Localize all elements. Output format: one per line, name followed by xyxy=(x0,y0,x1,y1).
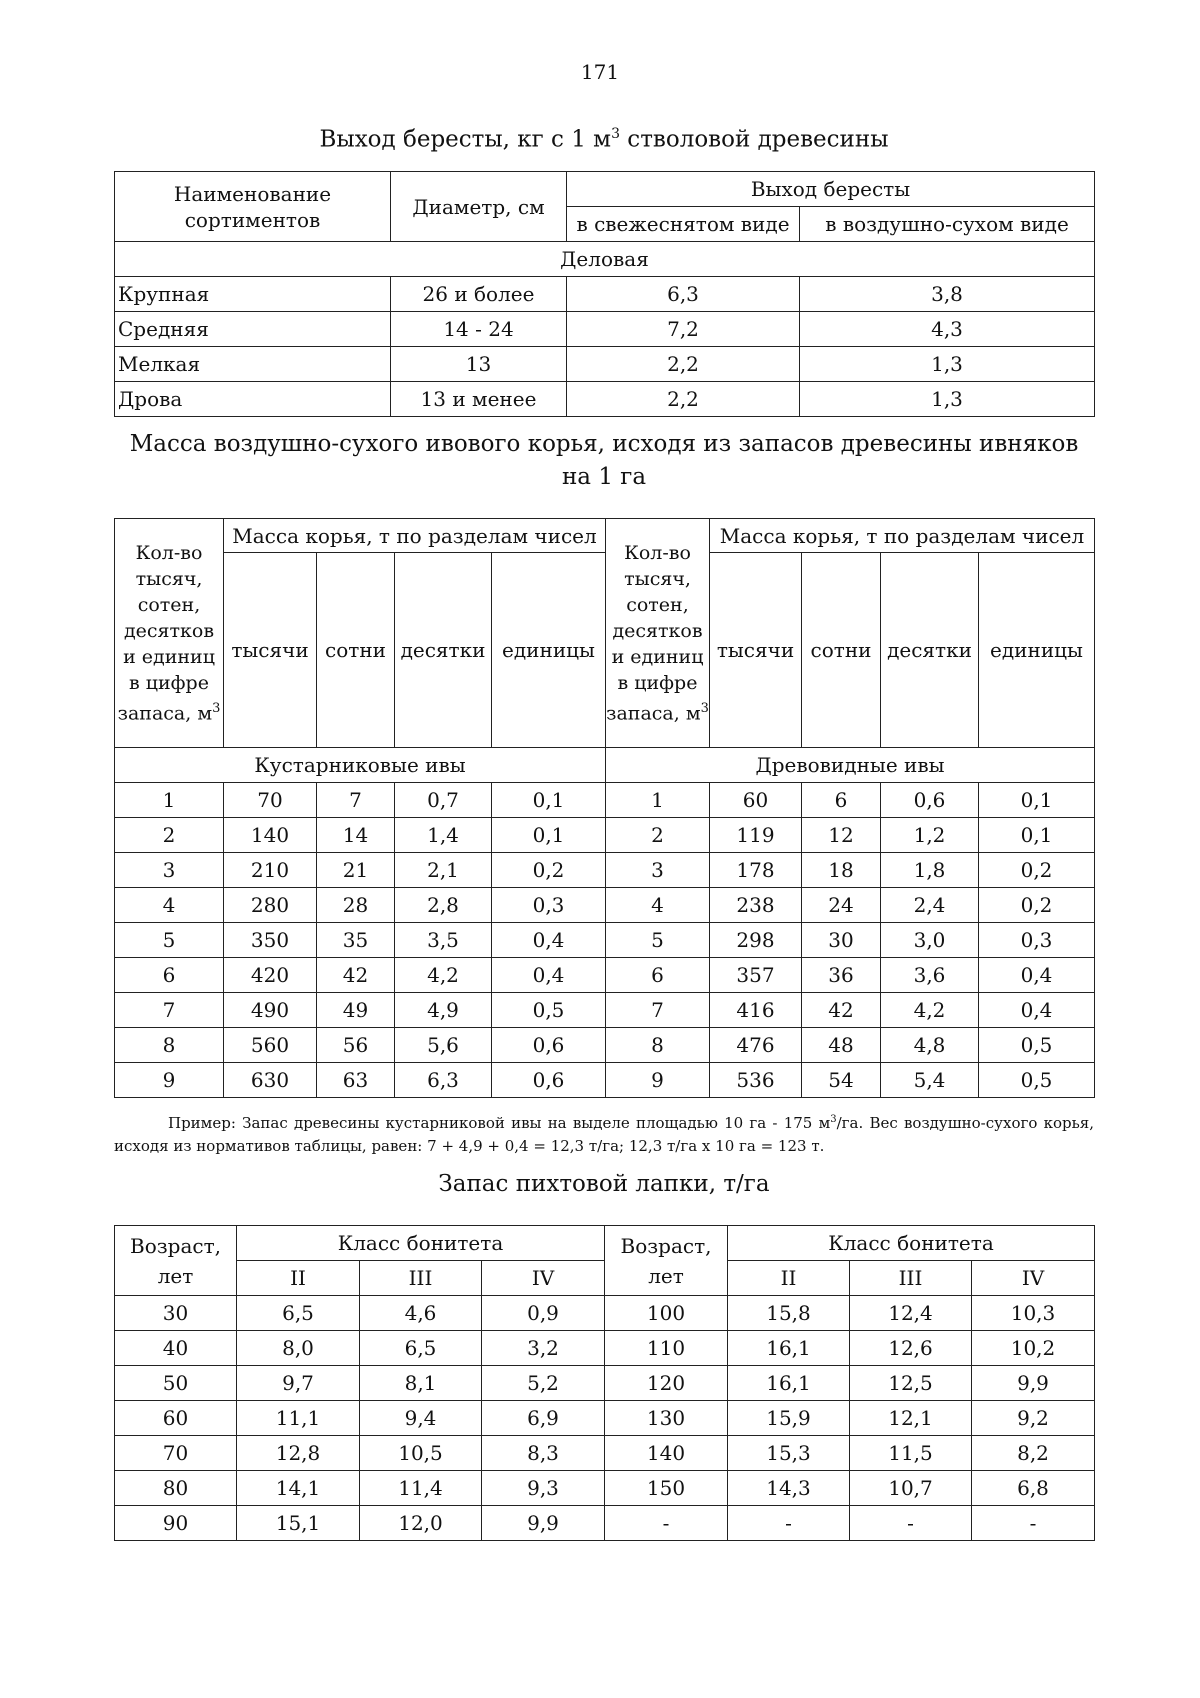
cell: 490 xyxy=(224,993,317,1028)
section-tree-willows: Древовидные ивы xyxy=(606,748,1095,783)
willow-bark-mass-table xyxy=(114,518,1095,1098)
table-row xyxy=(115,1331,1095,1366)
header-hundreds: сотни xyxy=(317,553,395,748)
cell: 9,9 xyxy=(482,1506,605,1541)
cell: 0,1 xyxy=(492,783,606,818)
cell: 1 xyxy=(606,783,710,818)
cell: 2,1 xyxy=(395,853,492,888)
cell: 476 xyxy=(710,1028,802,1063)
table-row xyxy=(115,783,1095,818)
section-shrub-willows: Кустарниковые ивы xyxy=(115,748,606,783)
table-row xyxy=(115,347,1095,382)
cell: 119 xyxy=(710,818,802,853)
table-row xyxy=(115,958,1095,993)
cell: 0,3 xyxy=(492,888,606,923)
cell: 1,2 xyxy=(881,818,979,853)
cell: 6 xyxy=(115,958,224,993)
cell: 416 xyxy=(710,993,802,1028)
cell: 36 xyxy=(802,958,881,993)
cell: 280 xyxy=(224,888,317,923)
cell: 6,3 xyxy=(567,277,800,312)
cell: 9,3 xyxy=(482,1471,605,1506)
cell: 0,1 xyxy=(492,818,606,853)
table-row xyxy=(115,382,1095,417)
cell: 14 xyxy=(317,818,395,853)
cell: 536 xyxy=(710,1063,802,1098)
cell: 1,3 xyxy=(800,382,1095,417)
cell: 2,2 xyxy=(567,347,800,382)
header-qty-right-text: Кол-во тысяч, сотен, десятков и единиц в цифре запаса, м xyxy=(606,541,704,725)
cell: 54 xyxy=(802,1063,881,1098)
table1-title-text: Выход бересты, кг с 1 м xyxy=(319,126,612,153)
cell: 16,1 xyxy=(728,1331,850,1366)
cell: 10,7 xyxy=(850,1471,972,1506)
cell: 5,6 xyxy=(395,1028,492,1063)
cell: 8,2 xyxy=(972,1436,1095,1471)
cell: 9 xyxy=(115,1063,224,1098)
table3-title: Запас пихтовой лапки, т/га xyxy=(438,1171,770,1197)
table-row xyxy=(115,993,1095,1028)
cell: 10,3 xyxy=(972,1296,1095,1331)
cell: 56 xyxy=(317,1028,395,1063)
cell: 420 xyxy=(224,958,317,993)
cell: 0,2 xyxy=(979,888,1095,923)
cell: 4,3 xyxy=(800,312,1095,347)
header-thousands: тысячи xyxy=(710,553,802,748)
cell: 0,9 xyxy=(482,1296,605,1331)
cell: 13 и менее xyxy=(391,382,567,417)
cell: - xyxy=(728,1506,850,1541)
cell: 1,8 xyxy=(881,853,979,888)
cell: 12 xyxy=(802,818,881,853)
cell: 130 xyxy=(605,1401,728,1436)
cell: 48 xyxy=(802,1028,881,1063)
header-yield: Выход бересты xyxy=(567,172,1095,207)
cell: Мелкая xyxy=(115,347,391,382)
cell: Средняя xyxy=(115,312,391,347)
cell: 30 xyxy=(802,923,881,958)
cell: 9,4 xyxy=(360,1401,482,1436)
cell: 60 xyxy=(115,1401,237,1436)
cell: 15,3 xyxy=(728,1436,850,1471)
cell: 15,1 xyxy=(237,1506,360,1541)
note-sup: 3 xyxy=(830,1114,837,1125)
cell: 13 xyxy=(391,347,567,382)
cell: 3 xyxy=(115,853,224,888)
cell: 4 xyxy=(115,888,224,923)
header-class-iii: III xyxy=(850,1261,972,1296)
willow-table-body xyxy=(115,783,1095,1098)
cell: 0,4 xyxy=(979,958,1095,993)
cell: 12,4 xyxy=(850,1296,972,1331)
cell: 90 xyxy=(115,1506,237,1541)
cell: 3,0 xyxy=(881,923,979,958)
cell: 0,6 xyxy=(492,1063,606,1098)
header-qty-right xyxy=(606,519,710,748)
cell: 0,7 xyxy=(395,783,492,818)
cell: 4,2 xyxy=(881,993,979,1028)
cell: 7 xyxy=(115,993,224,1028)
cell: 120 xyxy=(605,1366,728,1401)
header-class-ii: II xyxy=(728,1261,850,1296)
header-tens: десятки xyxy=(881,553,979,748)
table-row xyxy=(115,923,1095,958)
cell: 150 xyxy=(605,1471,728,1506)
header-assortment: Наименование сортиментов xyxy=(115,172,391,242)
cell: 2,4 xyxy=(881,888,979,923)
header-qty-left xyxy=(115,519,224,748)
header-hundreds: сотни xyxy=(802,553,881,748)
cell: 0,2 xyxy=(979,853,1095,888)
cell: 12,1 xyxy=(850,1401,972,1436)
cell: 12,0 xyxy=(360,1506,482,1541)
table-row xyxy=(115,888,1095,923)
section-business-wood: Деловая xyxy=(115,242,1095,277)
cell: 26 и более xyxy=(391,277,567,312)
cell: 5 xyxy=(606,923,710,958)
header-units: единицы xyxy=(492,553,606,748)
header-fresh: в свежеснятом виде xyxy=(567,207,800,242)
cell: 12,6 xyxy=(850,1331,972,1366)
cell: 6,9 xyxy=(482,1401,605,1436)
table2-title: Масса воздушно-сухого ивового корья, исходя из запасов древесины ивняков на 1 га xyxy=(129,431,1079,490)
cell: 238 xyxy=(710,888,802,923)
table-row xyxy=(115,277,1095,312)
cell: 24 xyxy=(802,888,881,923)
table-row xyxy=(115,1366,1095,1401)
table-row xyxy=(115,312,1095,347)
cell: 14,3 xyxy=(728,1471,850,1506)
cell: 4,9 xyxy=(395,993,492,1028)
cell: 12,5 xyxy=(850,1366,972,1401)
cell: 110 xyxy=(605,1331,728,1366)
cell: 4 xyxy=(606,888,710,923)
cell: 21 xyxy=(317,853,395,888)
cell: 0,2 xyxy=(492,853,606,888)
cell: Крупная xyxy=(115,277,391,312)
header-mass-left: Масса корья, т по разделам чисел xyxy=(224,519,606,553)
cell: 3,2 xyxy=(482,1331,605,1366)
fir-twigs-table xyxy=(114,1225,1095,1541)
cell: 18 xyxy=(802,853,881,888)
page-number: 171 xyxy=(580,60,620,84)
cell: 42 xyxy=(317,958,395,993)
table-row xyxy=(115,1506,1095,1541)
cell: 6,3 xyxy=(395,1063,492,1098)
header-class-iii: III xyxy=(360,1261,482,1296)
cell: 0,4 xyxy=(492,958,606,993)
header-tens: десятки xyxy=(395,553,492,748)
table1-title xyxy=(114,118,1094,157)
cell: - xyxy=(850,1506,972,1541)
cell: 12,8 xyxy=(237,1436,360,1471)
cell: 50 xyxy=(115,1366,237,1401)
cell: 11,5 xyxy=(850,1436,972,1471)
table-row xyxy=(115,1063,1095,1098)
table-row xyxy=(115,1296,1095,1331)
header-qty-right-sup: 3 xyxy=(700,700,709,716)
table-row xyxy=(115,853,1095,888)
cell: 210 xyxy=(224,853,317,888)
header-thousands: тысячи xyxy=(224,553,317,748)
cell: 28 xyxy=(317,888,395,923)
cell: 15,8 xyxy=(728,1296,850,1331)
cell: 140 xyxy=(605,1436,728,1471)
cell: 8,0 xyxy=(237,1331,360,1366)
cell: - xyxy=(605,1506,728,1541)
cell: 10,5 xyxy=(360,1436,482,1471)
cell: 560 xyxy=(224,1028,317,1063)
cell: 2 xyxy=(606,818,710,853)
cell: 11,4 xyxy=(360,1471,482,1506)
cell: 70 xyxy=(224,783,317,818)
cell: 2 xyxy=(115,818,224,853)
cell: 40 xyxy=(115,1331,237,1366)
table1-title-text-2: стволовой древесины xyxy=(620,126,889,153)
table-row xyxy=(115,1028,1095,1063)
cell: 630 xyxy=(224,1063,317,1098)
cell: 30 xyxy=(115,1296,237,1331)
cell: 5,2 xyxy=(482,1366,605,1401)
cell: 63 xyxy=(317,1063,395,1098)
cell: 5,4 xyxy=(881,1063,979,1098)
cell: 6 xyxy=(802,783,881,818)
cell: 9,7 xyxy=(237,1366,360,1401)
header-qty-left-sup: 3 xyxy=(212,700,221,716)
cell: 4,2 xyxy=(395,958,492,993)
cell: 1,3 xyxy=(800,347,1095,382)
cell: 4,8 xyxy=(881,1028,979,1063)
cell: 10,2 xyxy=(972,1331,1095,1366)
cell: 14 - 24 xyxy=(391,312,567,347)
table-row xyxy=(115,818,1095,853)
cell: 3,8 xyxy=(800,277,1095,312)
table-row xyxy=(115,1401,1095,1436)
cell: 15,9 xyxy=(728,1401,850,1436)
cell: 1,4 xyxy=(395,818,492,853)
cell: 11,1 xyxy=(237,1401,360,1436)
note-text: Пример: Запас древесины кустарниковой ивы на выделе площадью 10 га - 175 м xyxy=(168,1114,831,1132)
table1-title-sup: 3 xyxy=(611,126,620,142)
header-age-right: Возраст, лет xyxy=(605,1226,728,1296)
cell: 100 xyxy=(605,1296,728,1331)
cell: 8 xyxy=(606,1028,710,1063)
header-class-right: Класс бонитета xyxy=(728,1226,1095,1261)
cell: 0,4 xyxy=(979,993,1095,1028)
cell: 0,6 xyxy=(492,1028,606,1063)
cell: 70 xyxy=(115,1436,237,1471)
cell: 4,6 xyxy=(360,1296,482,1331)
cell: 14,1 xyxy=(237,1471,360,1506)
cell: 0,5 xyxy=(979,1063,1095,1098)
cell: 9,9 xyxy=(972,1366,1095,1401)
header-qty-left-text: Кол-во тысяч, сотен, десятков и единиц в цифре запаса, м xyxy=(117,541,215,725)
cell: 3 xyxy=(606,853,710,888)
cell: 0,3 xyxy=(979,923,1095,958)
cell: 16,1 xyxy=(728,1366,850,1401)
cell: 0,6 xyxy=(881,783,979,818)
header-dry: в воздушно-сухом виде xyxy=(800,207,1095,242)
cell: 9,2 xyxy=(972,1401,1095,1436)
cell: 7 xyxy=(317,783,395,818)
cell: 6,5 xyxy=(237,1296,360,1331)
cell: Дрова xyxy=(115,382,391,417)
birch-bark-yield-table xyxy=(114,171,1095,417)
header-class-iv: IV xyxy=(972,1261,1095,1296)
cell: 350 xyxy=(224,923,317,958)
cell: - xyxy=(972,1506,1095,1541)
cell: 0,1 xyxy=(979,818,1095,853)
cell: 0,1 xyxy=(979,783,1095,818)
cell: 6,8 xyxy=(972,1471,1095,1506)
header-diameter: Диаметр, см xyxy=(391,172,567,242)
cell: 80 xyxy=(115,1471,237,1506)
cell: 0,5 xyxy=(492,993,606,1028)
cell: 60 xyxy=(710,783,802,818)
cell: 0,5 xyxy=(979,1028,1095,1063)
header-class-ii: II xyxy=(237,1261,360,1296)
cell: 7,2 xyxy=(567,312,800,347)
cell: 49 xyxy=(317,993,395,1028)
header-units: единицы xyxy=(979,553,1095,748)
cell: 357 xyxy=(710,958,802,993)
cell: 3,5 xyxy=(395,923,492,958)
header-mass-right: Масса корья, т по разделам чисел xyxy=(710,519,1095,553)
cell: 6,5 xyxy=(360,1331,482,1366)
cell: 298 xyxy=(710,923,802,958)
cell: 8,1 xyxy=(360,1366,482,1401)
example-note xyxy=(114,1108,1094,1158)
cell: 0,4 xyxy=(492,923,606,958)
cell: 35 xyxy=(317,923,395,958)
note-text-2: /га. Вес воздушно-сухого корья, исходя из нормативов таблицы, равен: 7 + 4,9 + 0,4 = 12,3 т/га; 12,3 т/га х 10 га = 123 т. xyxy=(114,1114,1094,1155)
cell: 6 xyxy=(606,958,710,993)
cell: 1 xyxy=(115,783,224,818)
fir-table-body xyxy=(115,1296,1095,1541)
cell: 178 xyxy=(710,853,802,888)
header-class-left: Класс бонитета xyxy=(237,1226,605,1261)
cell: 140 xyxy=(224,818,317,853)
cell: 42 xyxy=(802,993,881,1028)
cell: 2,8 xyxy=(395,888,492,923)
cell: 3,6 xyxy=(881,958,979,993)
cell: 8 xyxy=(115,1028,224,1063)
cell: 2,2 xyxy=(567,382,800,417)
table-row xyxy=(115,1471,1095,1506)
cell: 9 xyxy=(606,1063,710,1098)
cell: 7 xyxy=(606,993,710,1028)
header-class-iv: IV xyxy=(482,1261,605,1296)
header-age-left: Возраст, лет xyxy=(115,1226,237,1296)
cell: 5 xyxy=(115,923,224,958)
table-row xyxy=(115,1436,1095,1471)
cell: 8,3 xyxy=(482,1436,605,1471)
